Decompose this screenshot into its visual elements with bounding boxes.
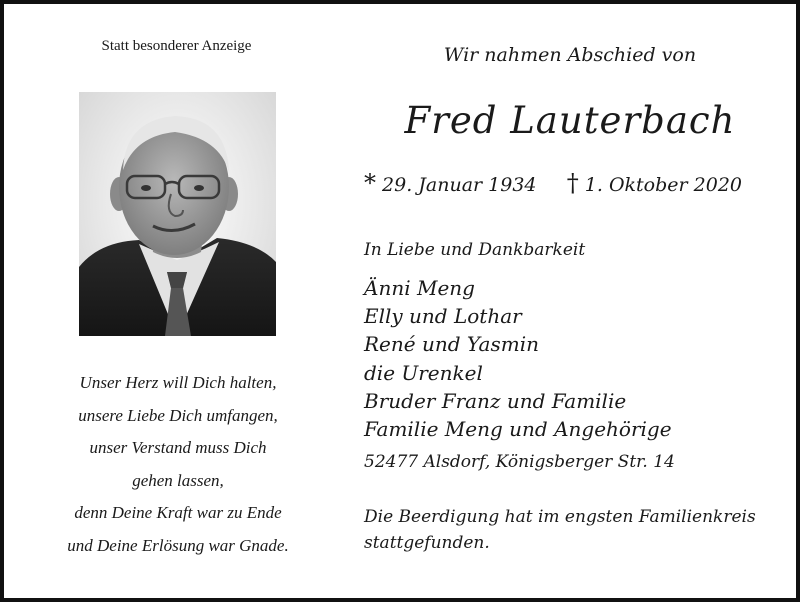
farewell-intro: Wir nahmen Abschied von (443, 44, 697, 66)
funeral-line: stattgefunden. (364, 533, 490, 553)
birth-date: 29. Januar 1934 (382, 174, 537, 196)
death-symbol: † (566, 169, 579, 197)
poem-line: unser Verstand muss Dich (89, 438, 267, 457)
poem-line: unsere Liebe Dich umfangen, (78, 405, 278, 425)
poem-line: denn Deine Kraft war zu Ende (74, 503, 282, 522)
funeral-line: Die Beerdigung hat im engsten Familienkreis (364, 507, 756, 527)
life-dates (364, 169, 742, 197)
death-date: 1. Oktober 2020 (584, 174, 742, 196)
deceased-name: Fred Lauterbach (404, 99, 736, 142)
poem-line: gehen lassen, (132, 470, 224, 490)
poem-line: und Deine Erlösung war Gnade. (67, 535, 289, 555)
address: 52477 Alsdorf, Königsberger Str. 14 (364, 452, 675, 472)
mourner: Änni Meng (364, 276, 475, 300)
mourner: die Urenkel (364, 360, 483, 385)
portrait-illustration (79, 92, 276, 336)
poem (34, 367, 322, 562)
mourner: René und Yasmin (364, 332, 539, 357)
mourners-list (364, 274, 672, 443)
funeral-note (364, 504, 784, 556)
portrait-photo (79, 92, 276, 336)
mourner: Bruder Franz und Familie (364, 388, 627, 413)
notice-label: Statt besonderer Anzeige (101, 38, 252, 54)
mourner: Elly und Lothar (364, 304, 522, 329)
poem-line: Unser Herz will Dich halten, (79, 373, 277, 392)
mourner: Familie Meng und Angehörige (364, 417, 672, 442)
birth-symbol: * (364, 169, 376, 197)
thanks-line: In Liebe und Dankbarkeit (364, 240, 586, 260)
